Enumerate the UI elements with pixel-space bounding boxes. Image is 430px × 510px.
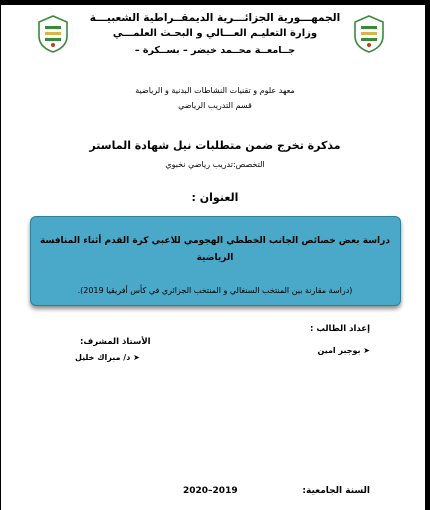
student-label: إعداد الطالب : xyxy=(310,324,370,334)
specialty: التخصص:تدريب رياضي نخبوي xyxy=(165,160,265,169)
supervisor-entry xyxy=(75,353,140,362)
university-heading: جــامعــة محــمد خيضر – بســكرة – xyxy=(134,45,296,56)
arrowhead-bullet-icon: ➤ xyxy=(133,353,140,362)
republic-heading: الجمهـــورية الجزائـــرية الديمقــراطية الشعبيـــة xyxy=(89,12,341,24)
academic-year-value: 2020–2019 xyxy=(183,486,238,496)
thesis-subtitle: (دراسة مقارنة بين المنتخب السنغالي و المنتخب الجزائري في كأس أفريقيا 2019). xyxy=(77,286,353,295)
student-name: بوجبر امين xyxy=(317,346,361,355)
academic-year-label: السنة الجامعية: xyxy=(302,486,370,496)
thesis-title-line-2: الرياضية xyxy=(196,253,234,263)
ministry-heading: وزارة التعليـم العـــالي و البحـث العلمـــي xyxy=(112,28,318,39)
supervisor-name: د/ مبراك خليل xyxy=(75,353,131,362)
title-label: العنوان : xyxy=(191,191,239,204)
supervisor-label: الأستاذ المشرف: xyxy=(80,337,151,347)
student-entry xyxy=(318,346,370,355)
page-border-top xyxy=(0,0,430,5)
institute-name: معهد علوم و تقنيات النشاطات البدنية و الرياضية xyxy=(135,86,295,95)
thesis-type: مذكرة تخرج ضمن متطلبات نيل شهادة الماستر xyxy=(89,139,341,152)
thesis-title-line-1: دراسة بعض خصائص الجانب الخططي الهجومي للاعبي كرة القدم أثناء المنافسة xyxy=(40,236,390,246)
arrowhead-bullet-icon: ➤ xyxy=(363,346,370,355)
department-name: قسم التدريب الرياضي xyxy=(178,101,252,110)
